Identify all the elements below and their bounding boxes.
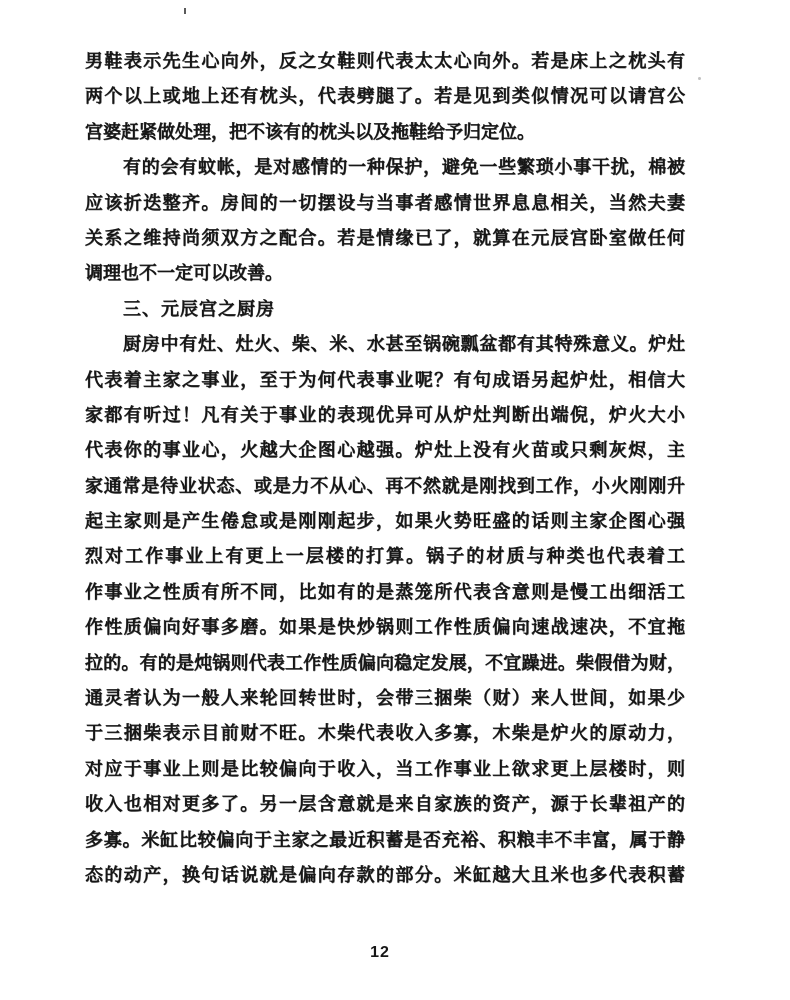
text-line: 于三捆柴表示目前财不旺。木柴代表收入多寡，木柴是炉火的原动力， [85, 723, 685, 744]
text-line: 代表你的事业心，火越大企图心越强。炉灶上没有火苗或只剩灰烬，主 [85, 440, 685, 461]
text-line: 宫婆赶紧做处理，把不该有的枕头以及拖鞋给予归定位。 [85, 121, 535, 142]
text-line: 关系之维持尚须双方之配合。若是情缘已了，就算在元辰宫卧室做任何 [85, 227, 685, 248]
text-line: 烈对工作事业上有更上一层楼的打算。锅子的材质与种类也代表着工 [85, 546, 685, 567]
text-line: 家都有听过！凡有关于事业的表现优异可从炉灶判断出端倪，炉火大小 [85, 404, 685, 425]
text-line: 有的会有蚊帐，是对感情的一种保护，避免一些繁琐小事干扰，棉被 [123, 157, 685, 178]
scan-artifact [184, 8, 186, 14]
text-line: 多寡。米缸比较偏向于主家之最近积蓄是否充裕、积粮丰不丰富，属于静 [85, 829, 685, 850]
text-line: 应该折迭整齐。房间的一切摆设与当事者感情世界息息相关，当然夫妻 [85, 192, 685, 213]
text-line: 两个以上或地上还有枕头，代表劈腿了。若是见到类似情况可以请宫公 [85, 86, 685, 107]
text-line: 男鞋表示先生心向外，反之女鞋则代表太太心向外。若是床上之枕头有 [85, 51, 685, 71]
section-heading: 三、元辰宫之厨房 [123, 298, 275, 319]
text-line: 厨房中有灶、灶火、柴、米、水甚至锅碗瓢盆都有其特殊意义。炉灶 [123, 334, 685, 355]
scan-artifact [698, 77, 701, 80]
text-line: 起主家则是产生倦怠或是刚刚起步，如果火势旺盛的话则主家企图心强 [85, 511, 685, 532]
text-line: 作事业之性质有所不同，比如有的是蒸笼所代表含意则是慢工出细活工 [85, 581, 685, 602]
text-line: 收入也相对更多了。另一层含意就是来自家族的资产，源于长辈祖产的 [85, 794, 685, 815]
text-line: 对应于事业上则是比较偏向于收入，当工作事业上欲求更上层楼时，则 [85, 758, 685, 779]
text-line: 家通常是待业状态、或是力不从心、再不然就是刚找到工作，小火刚刚升 [85, 475, 685, 496]
text-line: 作性质偏向好事多磨。如果是快炒锅则工作性质偏向速战速决，不宜拖 [85, 617, 685, 638]
body-text [85, 44, 685, 893]
text-line: 通灵者认为一般人来轮回转世时，会带三捆柴（财）来人世间，如果少 [85, 688, 685, 709]
text-line: 代表着主家之事业，至于为何代表事业呢？有句成语另起炉灶，相信大 [85, 369, 685, 390]
text-line: 态的动产，换句话说就是偏向存款的部分。米缸越大且米也多代表积蓄 [85, 864, 685, 885]
text-line: 拉的。有的是炖锅则代表工作性质偏向稳定发展，不宜躁进。柴假借为财， [85, 652, 685, 673]
page-number: 12 [370, 944, 390, 961]
text-line: 调理也不一定可以改善。 [85, 263, 283, 284]
